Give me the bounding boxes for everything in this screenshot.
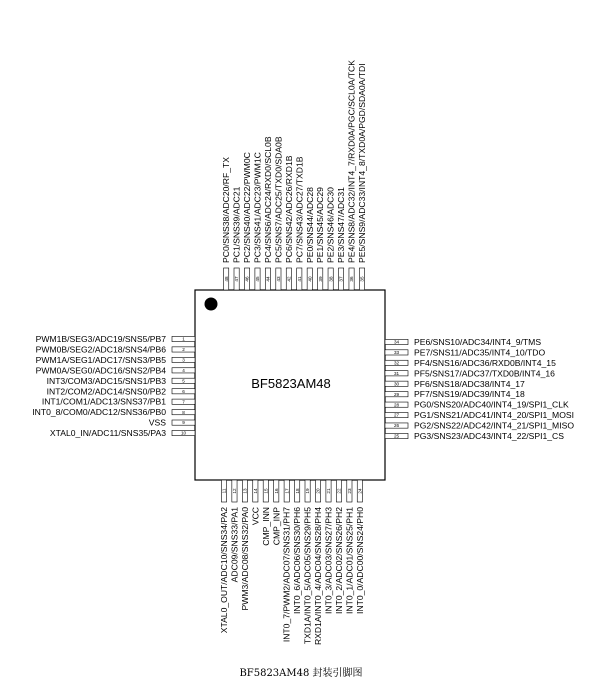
pin-label: PWM0B/SEG2/ADC18/SNS4/PB6: [35, 344, 166, 355]
pin-label: CMP_INN: [260, 507, 271, 546]
pin-number: 23: [347, 488, 352, 494]
pin-number: 39: [317, 276, 323, 282]
pin-label: INT0_1/ADC01/SNS25/PH1: [344, 507, 355, 614]
pin-number: 29: [393, 391, 400, 397]
pin-number: 19: [305, 488, 311, 494]
pin-number: 35: [359, 276, 365, 282]
pin-label: PE4/SNS8/ADC32/INT4_7/RXD0A/PGC/SCL0A/TCK: [346, 60, 357, 263]
pin-number: 45: [255, 276, 261, 282]
pin-label: XTAL0_OUT/ADC10/SNS34/PA2: [219, 507, 229, 634]
pin-number: 20: [315, 488, 321, 494]
pin-label: RXD1A/INT0_4/ADC04/SNS28/PH4: [313, 507, 324, 646]
pin-number: 36: [349, 276, 355, 282]
pin1-marker-dot: [205, 298, 218, 311]
pin-label: INT0_3/ADC03/SNS27/PH3: [323, 507, 334, 614]
pin-label: XTAL0_IN/ADC11/SNS35/PA3: [49, 428, 166, 439]
pin-label: PWM0A/SEG0/ADC16/SNS2/PB4: [35, 365, 166, 376]
pin-number: 32: [393, 360, 400, 366]
pin-label: PWM1A/SEG1/ADC17/SNS3/PB5: [35, 354, 166, 365]
pin-number: 34: [393, 339, 400, 345]
pin-label: PWM3/ADC08/SNS32/PA0: [239, 507, 250, 611]
pin-label: INT1/COM1/ADC13/SNS37/PB1: [41, 396, 166, 407]
pin-label: TXD1A/INT0_5/ADC05/SNS29/PH5: [302, 507, 313, 645]
pin-label: PG1/SNS21/ADC41/INT4_20/SPI1_MOSI: [414, 410, 575, 421]
pin-number: 3: [182, 357, 185, 363]
pin-label: INT0_7/PWM2/ADC07/SNS31/PH7: [281, 507, 292, 643]
pin-label: PC3/SNS41/ADC23/PWM1C: [252, 152, 263, 263]
pin-number: 4: [182, 367, 185, 373]
pin-label: ADC09/SNS33/PA1: [229, 507, 240, 583]
pin-label: PC1/SNS39/ADC21: [231, 186, 242, 263]
pin-label: CMP_INP: [271, 507, 282, 546]
pin-label: PF7/SNS19/ADC39/INT4_18: [414, 389, 525, 400]
pin-number: 26: [393, 423, 400, 429]
pin-label: VCC: [250, 507, 261, 526]
pin-label: PWM1B/SEG3/ADC19/SNS5/PB7: [35, 334, 166, 344]
pin-label: PC0/SNS38/ADC20/RF_TX: [221, 156, 232, 263]
pin-number: 31: [393, 370, 400, 376]
pin-number: 25: [393, 433, 400, 439]
pin-number: 12: [232, 488, 238, 494]
pin-number: 47: [234, 276, 240, 282]
pin-number: 15: [263, 488, 269, 494]
pin-label: PE2/SNS46/ADC30: [325, 187, 336, 263]
pin-number: 6: [182, 388, 185, 394]
pin-number: 43: [276, 276, 281, 282]
pin-label: PG3/SNS23/ADC43/INT4_22/SPI1_CS: [414, 431, 564, 441]
pin-number: 44: [265, 276, 271, 282]
pin-number: 17: [284, 488, 290, 494]
pin-label: PE7/SNS11/ADC35/INT4_10/TDO: [414, 347, 546, 358]
pin-label: INT0_8/COM0/ADC12/SNS36/PB0: [32, 407, 166, 418]
pin-number: 2: [182, 347, 185, 353]
pin-number: 5: [182, 378, 185, 384]
pin-label: PG2/SNS22/ADC42/INT4_21/SPI1_MISO: [414, 420, 575, 431]
diagram-caption: BF5823AM48 封装引脚图: [239, 668, 363, 679]
pin-number: 42: [286, 276, 292, 282]
pin-number: 11: [221, 488, 227, 494]
pin-label: PC6/SNS42/ADC26/RXD1B: [283, 155, 294, 263]
pin-label: PF6/SNS18/ADC38/INT4_17: [414, 378, 525, 389]
pin-label: PC4/SNS6/ADC24/RXD0/SCL0B: [262, 136, 273, 263]
pin-number: 46: [244, 276, 250, 282]
pin-number: 16: [273, 488, 279, 494]
pin-label: INT3/COM3/ADC15/SNS1/PB3: [46, 375, 166, 386]
pin-label: PE1/SNS45/ADC29: [315, 187, 326, 263]
pin-label: INT2/COM2/ADC14/SNS0/PB2: [46, 386, 166, 397]
pin-number: 24: [357, 488, 363, 494]
pin-number: 9: [182, 420, 185, 426]
pin-number: 30: [393, 381, 400, 387]
pin-number: 10: [180, 430, 187, 436]
pin-label: PE6/SNS10/ADC34/INT4_9/TMS: [414, 336, 542, 347]
pin-label: PE5/SNS9/ADC33/INT4_8/TXD0A/PGD/SDA0A/TDI: [357, 63, 367, 263]
pin-number: 41: [296, 276, 302, 282]
pin-number: 14: [252, 488, 258, 494]
pin-label: INT0_2/ADC02/SNS26/PH2: [333, 507, 344, 614]
pin-number: 18: [294, 488, 300, 494]
pin-number: 7: [182, 399, 185, 405]
pin-number: 28: [393, 402, 400, 408]
pin-number: 37: [338, 276, 344, 282]
pin-number: 40: [307, 276, 313, 282]
pin-label: INT0_6/ADC06/SNS30/PH6: [292, 507, 303, 614]
pin-number: 38: [328, 276, 334, 282]
pin-number: 21: [326, 488, 332, 494]
pin-label: PE3/SNS47/ADC31: [336, 187, 347, 263]
pin-number: 48: [223, 276, 229, 282]
pin-label: PF4/SNS16/ADC36/RXD0B/INT4_15: [414, 357, 556, 368]
chip-name: BF5823AM48: [251, 376, 331, 391]
pin-number: 22: [336, 488, 342, 494]
pin-number: 1: [182, 336, 185, 342]
pin-number: 8: [182, 409, 185, 415]
pin-label: PC7/SNS43/ADC27/TXD1B: [294, 156, 305, 263]
pin-number: 33: [393, 350, 400, 355]
pin-label: PC5/SNS7/ADC25/TXD0/SDA0B: [273, 136, 284, 263]
pin-label: INT0_0/ADC00/SNS24/PH0: [354, 507, 365, 614]
pin-number: 13: [242, 488, 248, 494]
pin-label: VSS: [148, 417, 166, 428]
pin-number: 27: [393, 412, 400, 418]
pin-label: PE0/SNS44/ADC28: [304, 187, 315, 263]
pin-label: PF5/SNS17/ADC37/TXD0B/INT4_16: [414, 368, 555, 379]
pin-label: PG0/SNS20/ADC40/INT4_19/SPI1_CLK: [414, 399, 569, 410]
pin-label: PC2/SNS40/ADC22/PWM0C: [242, 152, 253, 263]
